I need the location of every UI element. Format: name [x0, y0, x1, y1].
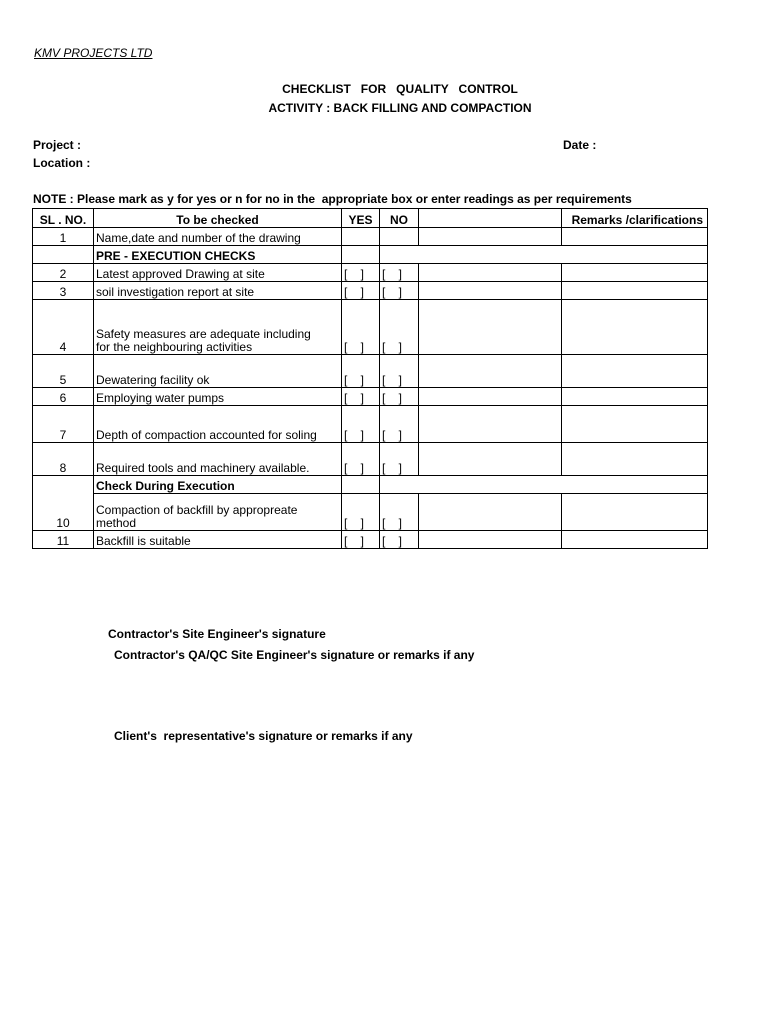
contractor-site-engineer-signature: Contractor's Site Engineer's signature — [108, 627, 326, 641]
sl-number: 7 — [33, 406, 94, 443]
no-checkbox[interactable]: [ ] — [380, 531, 419, 549]
check-item: Latest approved Drawing at site — [94, 264, 342, 282]
activity-title: ACTIVITY : BACK FILLING AND COMPACTION — [268, 101, 532, 115]
reading-cell[interactable] — [419, 355, 562, 388]
section-heading: Check During Execution — [94, 476, 342, 494]
contractor-qaqc-signature: Contractor's QA/QC Site Engineer's signature or remarks if any — [114, 648, 475, 662]
check-item: Employing water pumps — [94, 388, 342, 406]
remarks-cell[interactable] — [562, 388, 708, 406]
header-sl-no: SL . NO. — [33, 209, 94, 228]
table-row — [33, 388, 708, 406]
no-checkbox[interactable]: [ ] — [380, 443, 419, 476]
sl-number: 6 — [33, 388, 94, 406]
yes-checkbox[interactable]: [ ] — [342, 406, 380, 443]
yes-checkbox[interactable]: [ ] — [342, 443, 380, 476]
check-item-line: Safety measures are adequate including — [96, 327, 311, 341]
table-header-row — [33, 209, 708, 228]
project-label: Project : — [33, 138, 82, 152]
remarks-cell[interactable] — [562, 355, 708, 388]
check-item: soil investigation report at site — [94, 282, 342, 300]
check-item-line: for the neighbouring activities — [96, 340, 253, 354]
table-row — [33, 531, 708, 549]
yes-checkbox[interactable]: [ ] — [342, 282, 380, 300]
header-blank — [419, 209, 562, 228]
no-checkbox[interactable]: [ ] — [380, 388, 419, 406]
section-row — [33, 246, 708, 264]
remarks-cell[interactable] — [562, 406, 708, 443]
instruction-note: NOTE : Please mark as y for yes or n for no in the appropriate box or enter readings as per requirements — [33, 192, 632, 206]
section-row — [33, 476, 708, 494]
sl-number: 1 — [33, 228, 94, 246]
client-representative-signature: Client's representative's signature or remarks if any — [114, 729, 413, 743]
yes-cell[interactable] — [342, 228, 380, 246]
header-remarks: Remarks /clarifications — [562, 209, 708, 228]
remarks-cell[interactable] — [562, 228, 708, 246]
table-row — [33, 443, 708, 476]
yes-checkbox[interactable]: [ ] — [342, 494, 380, 531]
no-checkbox[interactable]: [ ] — [380, 406, 419, 443]
table-row — [33, 300, 708, 355]
no-cell[interactable] — [380, 228, 419, 246]
table-row — [33, 264, 708, 282]
yes-checkbox[interactable]: [ ] — [342, 355, 380, 388]
check-item: Required tools and machinery available. — [94, 443, 342, 476]
reading-cell[interactable] — [419, 300, 562, 355]
yes-checkbox[interactable]: [ ] — [342, 531, 380, 549]
reading-cell[interactable] — [419, 264, 562, 282]
check-item-line: Compaction of backfill by appropreate — [96, 503, 298, 517]
remarks-cell[interactable] — [562, 282, 708, 300]
table-row — [33, 228, 708, 246]
sl-number: 11 — [33, 531, 94, 549]
check-item: Depth of compaction accounted for soling — [94, 406, 342, 443]
no-checkbox[interactable]: [ ] — [380, 494, 419, 531]
reading-cell[interactable] — [419, 282, 562, 300]
sl-number: 8 — [33, 443, 94, 476]
no-checkbox[interactable]: [ ] — [380, 264, 419, 282]
no-checkbox[interactable]: [ ] — [380, 282, 419, 300]
table-row — [33, 406, 708, 443]
reading-cell[interactable] — [419, 443, 562, 476]
sl-number: 10 — [33, 494, 94, 531]
sl-number: 3 — [33, 282, 94, 300]
company-name: KMV PROJECTS LTD — [34, 46, 153, 60]
sl-number: 2 — [33, 264, 94, 282]
checklist-table — [32, 208, 708, 549]
reading-cell[interactable] — [419, 494, 562, 531]
reading-cell[interactable] — [419, 388, 562, 406]
check-item: Name,date and number of the drawing — [94, 228, 342, 246]
remarks-cell[interactable] — [562, 300, 708, 355]
yes-checkbox[interactable]: [ ] — [342, 264, 380, 282]
sl-number: 4 — [33, 300, 94, 355]
document-title: CHECKLIST FOR QUALITY CONTROL — [282, 82, 518, 96]
table-row — [33, 282, 708, 300]
remarks-cell[interactable] — [562, 531, 708, 549]
reading-cell[interactable] — [419, 228, 562, 246]
header-no: NO — [380, 209, 419, 228]
no-checkbox[interactable]: [ ] — [380, 355, 419, 388]
header-to-be-checked: To be checked — [94, 209, 342, 228]
yes-checkbox[interactable]: [ ] — [342, 388, 380, 406]
sl-number: 5 — [33, 355, 94, 388]
check-item-line: method — [96, 516, 137, 530]
yes-checkbox[interactable]: [ ] — [342, 300, 380, 355]
check-item — [94, 494, 342, 531]
remarks-cell[interactable] — [562, 443, 708, 476]
remarks-cell[interactable] — [562, 494, 708, 531]
reading-cell[interactable] — [419, 531, 562, 549]
no-checkbox[interactable]: [ ] — [380, 300, 419, 355]
table-row — [33, 494, 708, 531]
section-heading: PRE - EXECUTION CHECKS — [94, 246, 342, 264]
date-label: Date : — [563, 138, 597, 152]
reading-cell[interactable] — [419, 406, 562, 443]
header-yes: YES — [342, 209, 380, 228]
location-label: Location : — [33, 156, 91, 170]
table-row — [33, 355, 708, 388]
check-item: Backfill is suitable — [94, 531, 342, 549]
check-item: Dewatering facility ok — [94, 355, 342, 388]
remarks-cell[interactable] — [562, 264, 708, 282]
check-item — [94, 300, 342, 355]
